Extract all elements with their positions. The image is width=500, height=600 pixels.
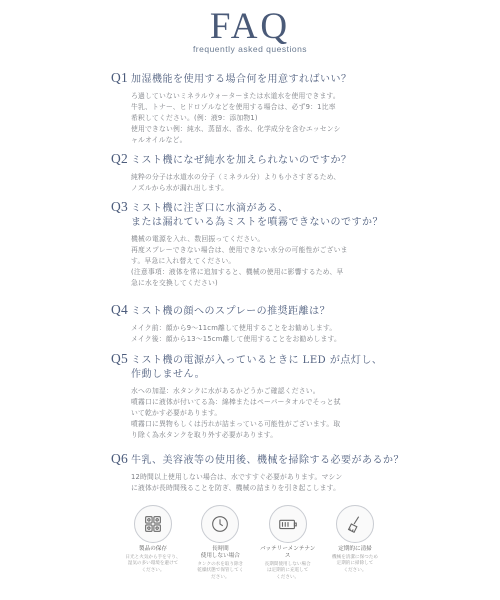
answer-text: ろ過していないミネラルウォーターまたは水道水を使用できます。 牛乳、トナー、ヒドロゾルなどを使用する場合は、必ず9：1比率 希釈してください。(例：液9：添加物1) 使用できない例：純水、蒸留水、香水、化学成分を含むエッセンシ ャルオイルなど。 <box>131 92 341 144</box>
question-text: 加湿機能を使用する場合何を用意すればいい？ <box>131 74 352 85</box>
page-subtitle: frequently asked questions <box>192 44 308 54</box>
question-text: ミスト機の電源が入っているときに LED が点灯し、 <box>131 355 383 366</box>
care-icons-row <box>124 505 384 581</box>
answer-text: メイク前：顔から9〜11cm離して使用することをお勧めします。 メイク後：顔から13〜15cm離して使用することをお勧めします。 <box>131 324 341 343</box>
answer-text: 機械の電源を入れ、数回振ってください。 再度スプレーできない場合は、使用できない水分の可能性がございま す。早急に入れ替えてください。 (注意事項：液体を常に追加すると、機械の使用に影響するため、早 急に水を交換してください) <box>131 235 348 287</box>
question-text: ミスト機に注ぎ口に水滴がある、 <box>131 203 289 214</box>
question-text: ミスト機になぜ純水を加えられないのですか？ <box>131 155 352 166</box>
question-text: ミスト機の顔へのスプレーの推奨距離は？ <box>131 306 331 317</box>
faq-item-q5 <box>111 351 491 441</box>
answer-text: 12時間以上使用しない場合は、水ですすぐ必要があります。マシン に液体が長時間残ることを防ぎ、機械の詰まりを引き起こします。 <box>131 473 343 492</box>
answer-text: 水への加湿：水タンクに水があるかどうかご確認ください。 噴霧口に液体が付いてる為：綿棒またはペーパータオルでそっと拭 いて乾かす必要があります。 噴霧口に異物もしくは汚れが詰まっている可能性がございます。取 り除く為水タンクを取り外す必要があります。 <box>131 387 341 439</box>
faq-item-q4 <box>111 302 491 345</box>
answer-text: 純粋の分子は水道水の分子（ミネラル分）よりも小さすぎるため、 ノズルから水が漏れ出します。 <box>131 173 341 192</box>
question-text-line2: 作動しません。 <box>131 369 206 380</box>
faq-item-q3 <box>111 199 491 289</box>
faq-item-q6 <box>111 451 491 494</box>
care-item-storage: 製品の保存 日光と火気から手を守り、 湿気の多い環境を避けて ください。 <box>124 505 182 581</box>
clock-icon <box>201 505 239 543</box>
question-number: Q1 <box>111 70 129 85</box>
question-number: Q4 <box>111 302 129 317</box>
storage-grid-icon <box>134 505 172 543</box>
care-item-cleaning: 定期的に清掃 機械を清潔に保つため 定期的に掃除して ください。 <box>326 505 384 581</box>
question-number: Q5 <box>111 351 129 366</box>
battery-icon <box>269 505 307 543</box>
broom-icon <box>336 505 374 543</box>
care-item-battery: バッテリーメンテナンス 長期間使用しない場合 は定期的に充電して ください。 <box>259 505 317 581</box>
question-text: 牛乳、美容液等の使用後、機械を掃除する必要があるか？ <box>131 455 404 466</box>
question-number: Q6 <box>111 451 129 466</box>
page-title: FAQ <box>209 6 291 47</box>
question-number: Q2 <box>111 151 129 166</box>
faq-header <box>0 6 500 54</box>
care-item-long-term: 長時間 使用しない場合 タンクの水を取り除き 乾燥状態で保管してく ださい。 <box>191 505 249 581</box>
question-text-line2: または漏れている為ミストを噴霧できないのですか？ <box>131 217 383 228</box>
question-number: Q3 <box>111 199 129 214</box>
faq-item-q1 <box>111 70 491 146</box>
faq-item-q2 <box>111 151 491 194</box>
